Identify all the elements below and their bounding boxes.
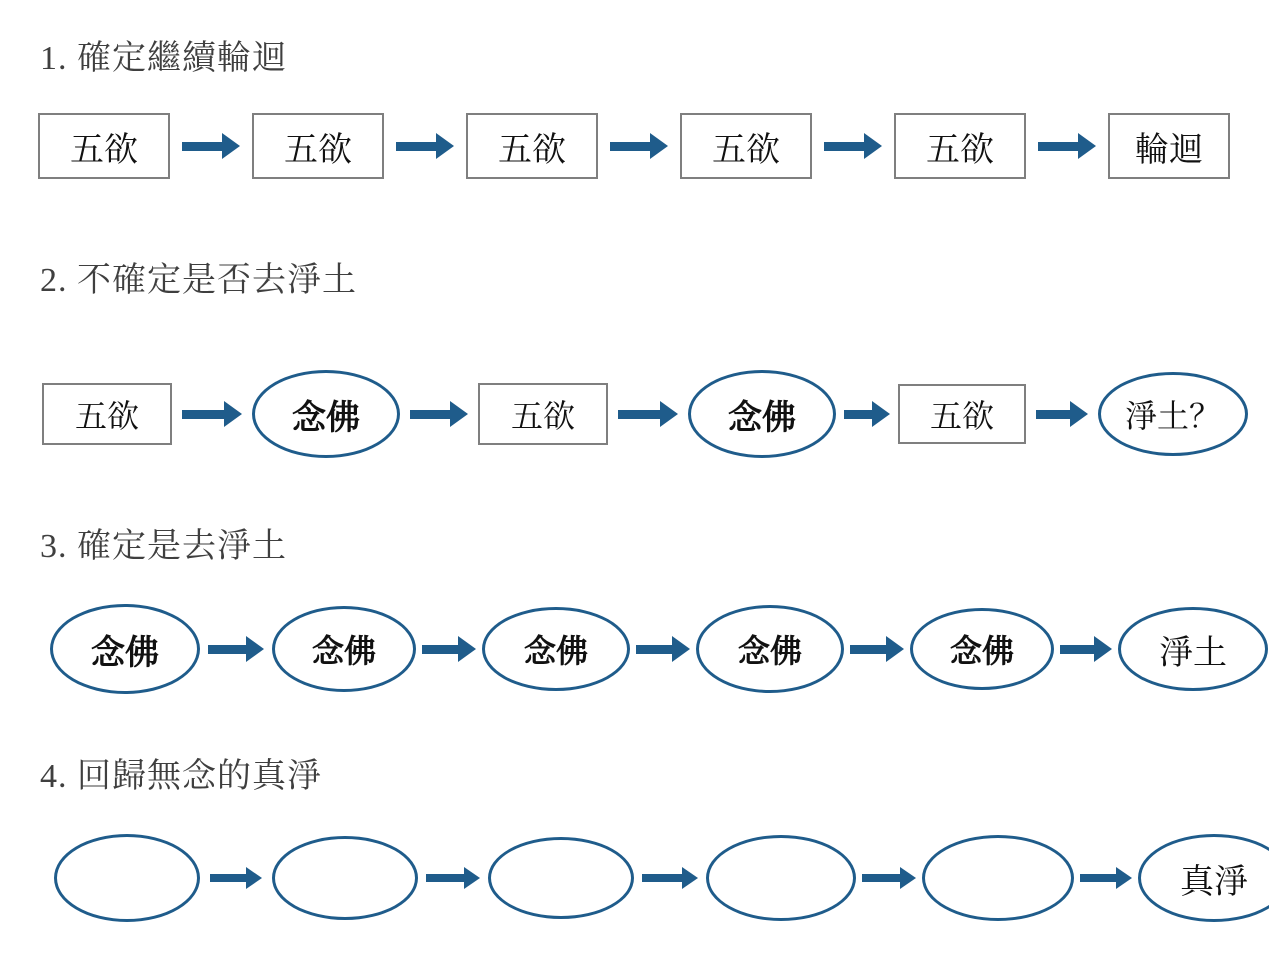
node-4-6	[1138, 834, 1269, 922]
section-3-title: 3. 確定是去淨土	[40, 528, 287, 565]
arrow-icon	[182, 399, 242, 429]
node-3-3	[482, 607, 630, 691]
node-label: 念佛	[311, 633, 376, 669]
arrow-icon	[850, 635, 904, 663]
arrow-icon	[182, 131, 240, 161]
node-2-3	[478, 383, 608, 445]
node-1-1	[38, 113, 170, 179]
arrow-icon	[862, 865, 916, 891]
node-1-5	[894, 113, 1026, 179]
node-label: 念佛	[91, 634, 159, 672]
node-label: 五欲	[510, 398, 575, 434]
node-3-4	[696, 605, 844, 693]
node-4-4	[706, 835, 856, 921]
arrow-icon	[426, 865, 480, 891]
arrow-icon	[1060, 635, 1112, 663]
node-1-4	[680, 113, 812, 179]
node-label: 五欲	[929, 398, 994, 434]
section-3-row	[50, 604, 1268, 694]
node-3-2	[272, 606, 416, 692]
node-label: 念佛	[523, 633, 588, 669]
section-1-row	[38, 113, 1230, 179]
section-4-title: 4. 回歸無念的真淨	[40, 758, 322, 795]
node-4-3	[488, 837, 634, 919]
arrow-icon	[210, 865, 262, 891]
section-1-title: 1. 確定繼續輪迴	[40, 40, 287, 77]
node-label: 念佛	[728, 399, 796, 437]
arrow-icon	[208, 635, 264, 663]
node-label: 念佛	[949, 633, 1014, 669]
section-2-title: 2. 不確定是否去淨土	[40, 262, 357, 299]
arrow-icon	[1080, 865, 1132, 891]
node-2-6	[1098, 372, 1248, 456]
node-label: 念佛	[292, 399, 360, 437]
node-4-2	[272, 836, 418, 920]
node-2-4	[688, 370, 836, 458]
section-2-row	[42, 370, 1248, 458]
section-4-row	[54, 834, 1269, 922]
arrow-icon	[824, 131, 882, 161]
arrow-icon	[618, 399, 678, 429]
node-label: 輪迴	[1135, 131, 1203, 169]
arrow-icon	[422, 635, 476, 663]
node-label: 五欲	[498, 131, 566, 169]
node-2-1	[42, 383, 172, 445]
node-3-5	[910, 608, 1054, 690]
node-label: 淨土？	[1124, 398, 1221, 434]
node-1-6	[1108, 113, 1230, 179]
node-label: 五欲	[70, 131, 138, 169]
node-3-1	[50, 604, 200, 694]
node-4-5	[922, 835, 1074, 921]
arrow-icon	[396, 131, 454, 161]
node-1-3	[466, 113, 598, 179]
arrow-icon	[642, 865, 698, 891]
node-label: 念佛	[737, 633, 802, 669]
node-label: 五欲	[926, 131, 994, 169]
node-label: 五欲	[284, 131, 352, 169]
arrow-icon	[1036, 400, 1088, 428]
node-label: 五欲	[74, 398, 139, 434]
node-1-2	[252, 113, 384, 179]
arrow-icon	[636, 635, 690, 663]
arrow-icon	[844, 400, 890, 428]
arrow-icon	[410, 399, 468, 429]
node-2-2	[252, 370, 400, 458]
node-4-1	[54, 834, 200, 922]
arrow-icon	[610, 131, 668, 161]
arrow-icon	[1038, 131, 1096, 161]
node-3-6	[1118, 607, 1268, 691]
node-label: 五欲	[712, 131, 780, 169]
node-2-5	[898, 384, 1026, 444]
node-label: 真淨	[1180, 863, 1248, 901]
node-label: 淨土	[1159, 634, 1227, 672]
